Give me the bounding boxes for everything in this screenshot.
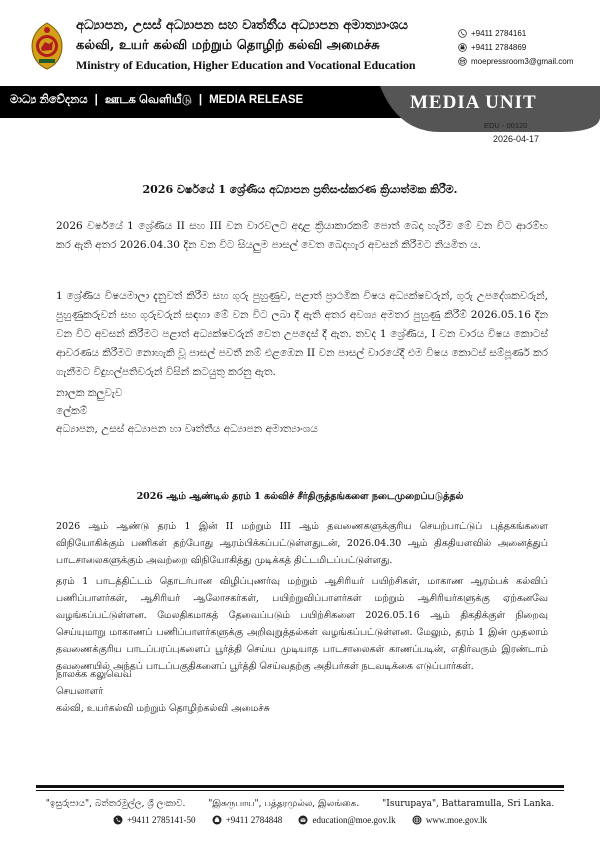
- media-release-sinhala: මාධ්‍ය නිවේදනය: [10, 94, 88, 106]
- footer-phone-text: +9411 2785141-50: [126, 815, 196, 825]
- sinhala-signature-block: [56, 384, 548, 438]
- band-separator: |: [198, 94, 203, 106]
- address-tamil: "இசுருபாய", பத்தரமுல்ல, இலங்கை.: [208, 799, 360, 809]
- fax-icon: [458, 43, 467, 52]
- header-phone-text: +9411 2784161: [471, 29, 527, 38]
- header-phone: [458, 29, 526, 38]
- footer-fax: [212, 815, 283, 825]
- tamil-signatory-name: நாலக்க கலுவெவ: [56, 669, 132, 680]
- header-fax-text: +9411 2784869: [471, 43, 527, 52]
- header-fax: [458, 43, 526, 52]
- media-release-tamil: ஊடக வெளியீடு: [104, 94, 192, 106]
- sri-lanka-emblem-logo: [28, 22, 66, 70]
- footer-rule-thick: [36, 785, 564, 788]
- address-english: "Isurupaya", Battaramulla, Sri Lanka.: [382, 799, 555, 809]
- sinhala-signatory-org: අධ්‍යාපන, උසස් අධ්‍යාපන හා වෘත්තීය අධ්‍යාපන අමාත්‍යාංශය: [56, 423, 318, 435]
- email-icon: [458, 57, 467, 66]
- header-email-text: moepressroom3@gmail.com: [471, 57, 574, 66]
- media-unit-label: MEDIA UNIT: [410, 92, 537, 113]
- web-icon: [412, 815, 422, 825]
- phone-icon: [458, 29, 467, 38]
- footer-rule-thin: [36, 790, 564, 791]
- ministry-name-tamil: கல்வி, உயர் கல்வி மற்றும் தொழிற் கல்வி அமைச்சு: [76, 38, 380, 53]
- media-release-english: MEDIA RELEASE: [209, 94, 304, 106]
- footer-email-text: education@moe.gov.lk: [312, 815, 396, 825]
- fax-icon: [212, 815, 222, 825]
- sinhala-title: 2026 වර්ෂයේ 1 ශ්‍රේණිය අධ්‍යාපන ප්‍රතිසංස්කරණ ක්‍රියාත්මක කිරීම.: [142, 183, 458, 196]
- footer-web-text: www.moe.gov.lk: [425, 815, 487, 825]
- tamil-paragraph-1: 2026 ஆம் ஆண்டு தரம் 1 இன் II மற்றும் III ஆம் தவணைகளுக்குரிய செயற்பாட்டுப் புத்தகங்களை விநியோகிக்கும் பணிகள் தற்போது ஆரம்பிக்கப்பட்டுள்ளதுடன், 2026.04.30 ஆம் திகதியளவில் அனைத்துப் பாடசாலைகளுக்கும் அவற்றை விநியோகித்து முடிக்கத் திட்டமிடப்பட்டுள்ளது.: [56, 521, 548, 566]
- band-separator: |: [94, 94, 98, 106]
- tamil-signatory-title: செயலாளர்: [56, 686, 104, 697]
- header-email: [458, 57, 573, 66]
- reference-number: EDU - 00120: [484, 121, 528, 130]
- footer-fax-text: +9411 2784848: [225, 815, 283, 825]
- footer-web: [412, 815, 487, 825]
- footer-phone: [113, 815, 196, 825]
- tamil-title: 2026 ஆம் ஆண்டில் தரம் 1 கல்விச் சீர்திருத்தங்களை நடைமுறைப்படுத்தல்: [136, 491, 464, 502]
- tamil-paragraph-2: தரம் 1 பாடத்திட்டம் தொடர்பான விழிப்புணர்வு மற்றும் ஆசிரியர் பயிற்சிகள், மாகாண ஆரம்பக் கல்விப் பணிப்பாளர்கள், ஆசிரியர் ஆலோசகர்கள், பயிற்றுவிப்பாளர்கள் மற்றும் ஆசிரியர்களுக்கு ஏற்கனவே வழங்கப்பட்டுள்ளன. மேலதிகமாகத் தேவைப்படும் பயிற்சிகளை 2026.05.16 ஆம் திகதிக்குள் நிறைவு செய்யுமாறு மாகாணப் பணிப்பாளர்களுக்கு அறிவுறுத்தல்கள் வழங்கப்பட்டுள்ளன. மேலும், தரம் 1 இன் முதலாம் தவணைக்குரிய பாடப்பரப்புகளைப் பூர்த்தி செய்ய முடியாத பாடசாலைகள் காணப்படின், எதிர்வரும் இரண்டாம் தவணையில் அந்தப் பாடப்பகுதிகளைப் பூர்த்தி செய்வதற்கு அதிபர்கள் நடவடிக்கை எடுப்பார்கள்.: [56, 576, 548, 672]
- footer-address: [0, 799, 600, 810]
- ministry-name-sinhala: අධ්‍යාපන, උසස් අධ්‍යාපන සහ වෘත්තීය අධ්‍යාපන අමාත්‍යාංශය: [76, 18, 409, 33]
- sinhala-paragraph-2: 1 ශ්‍රේණිය විෂයමාලා දැනුවත් කිරීම සහ ගුරු පුහුණුව, පළාත් ප්‍රාථමික විෂය අධ්‍යක්ෂවරුන්, ගුරු උපදේශකවරුන්, පුහුණුකරුවන් සහ ගුරුවරුන් සඳහා මේ වන විට ලබා දී ඇති අතර අවශ්‍ය අමතර පුහුණු කිරීම් 2026.05.16 දින වන විට අවසන් කිරීමට පළාත් අධ්‍යක්ෂවරුන් වෙත උපදෙස් දී ඇත. තවද 1 ශ්‍රේණිය, I වන වාරය විෂය කොටස් ආවරණය කිරීමට නොහැකි වූ පාසල් පවතී නම් එළඹෙන II වන පාසල් වාරයේදී එම විෂය කොටස් සම්පූර්ණ කර ගැනීමට විදුහල්පතිවරුන් විසින් කටයුතු කරනු ඇත.: [56, 290, 548, 378]
- tamil-signatory-org: கல்வி, உயர்கல்வி மற்றும் தொழிற்கல்வி அமைச்சு: [56, 703, 270, 714]
- address-sinhala: "ඉසුරුපාය", බත්තරමුල්ල, ශ්‍රී ලංකාව.: [45, 799, 186, 809]
- email-icon: [298, 815, 308, 825]
- tamil-signature-block: [56, 666, 548, 717]
- phone-icon: [113, 815, 123, 825]
- footer-email: [298, 815, 395, 825]
- footer-contacts: [0, 815, 600, 827]
- ministry-name-english: Ministry of Education, Higher Education and Vocational Education: [76, 58, 416, 72]
- sinhala-signatory-name: නාලක කලුවැව: [56, 387, 123, 399]
- sinhala-paragraph-1: 2026 වර්ෂයේ 1 ශ්‍රේණිය II සහ III වන වාරවලට අදාළ ක්‍රියාකාරකම් පොත් බෙදා හැරීම මේ වන විට ආරම්භ කර ඇති අතර 2026.04.30 දින වන විට සියලුම පාසල් වෙත බෙදාහැර අවසන් කිරීමට නියමිත ය.: [56, 220, 548, 251]
- media-release-labels: [10, 94, 303, 108]
- release-date: 2026-04-17: [493, 134, 540, 144]
- sinhala-signatory-title: ලේකම්: [56, 405, 88, 417]
